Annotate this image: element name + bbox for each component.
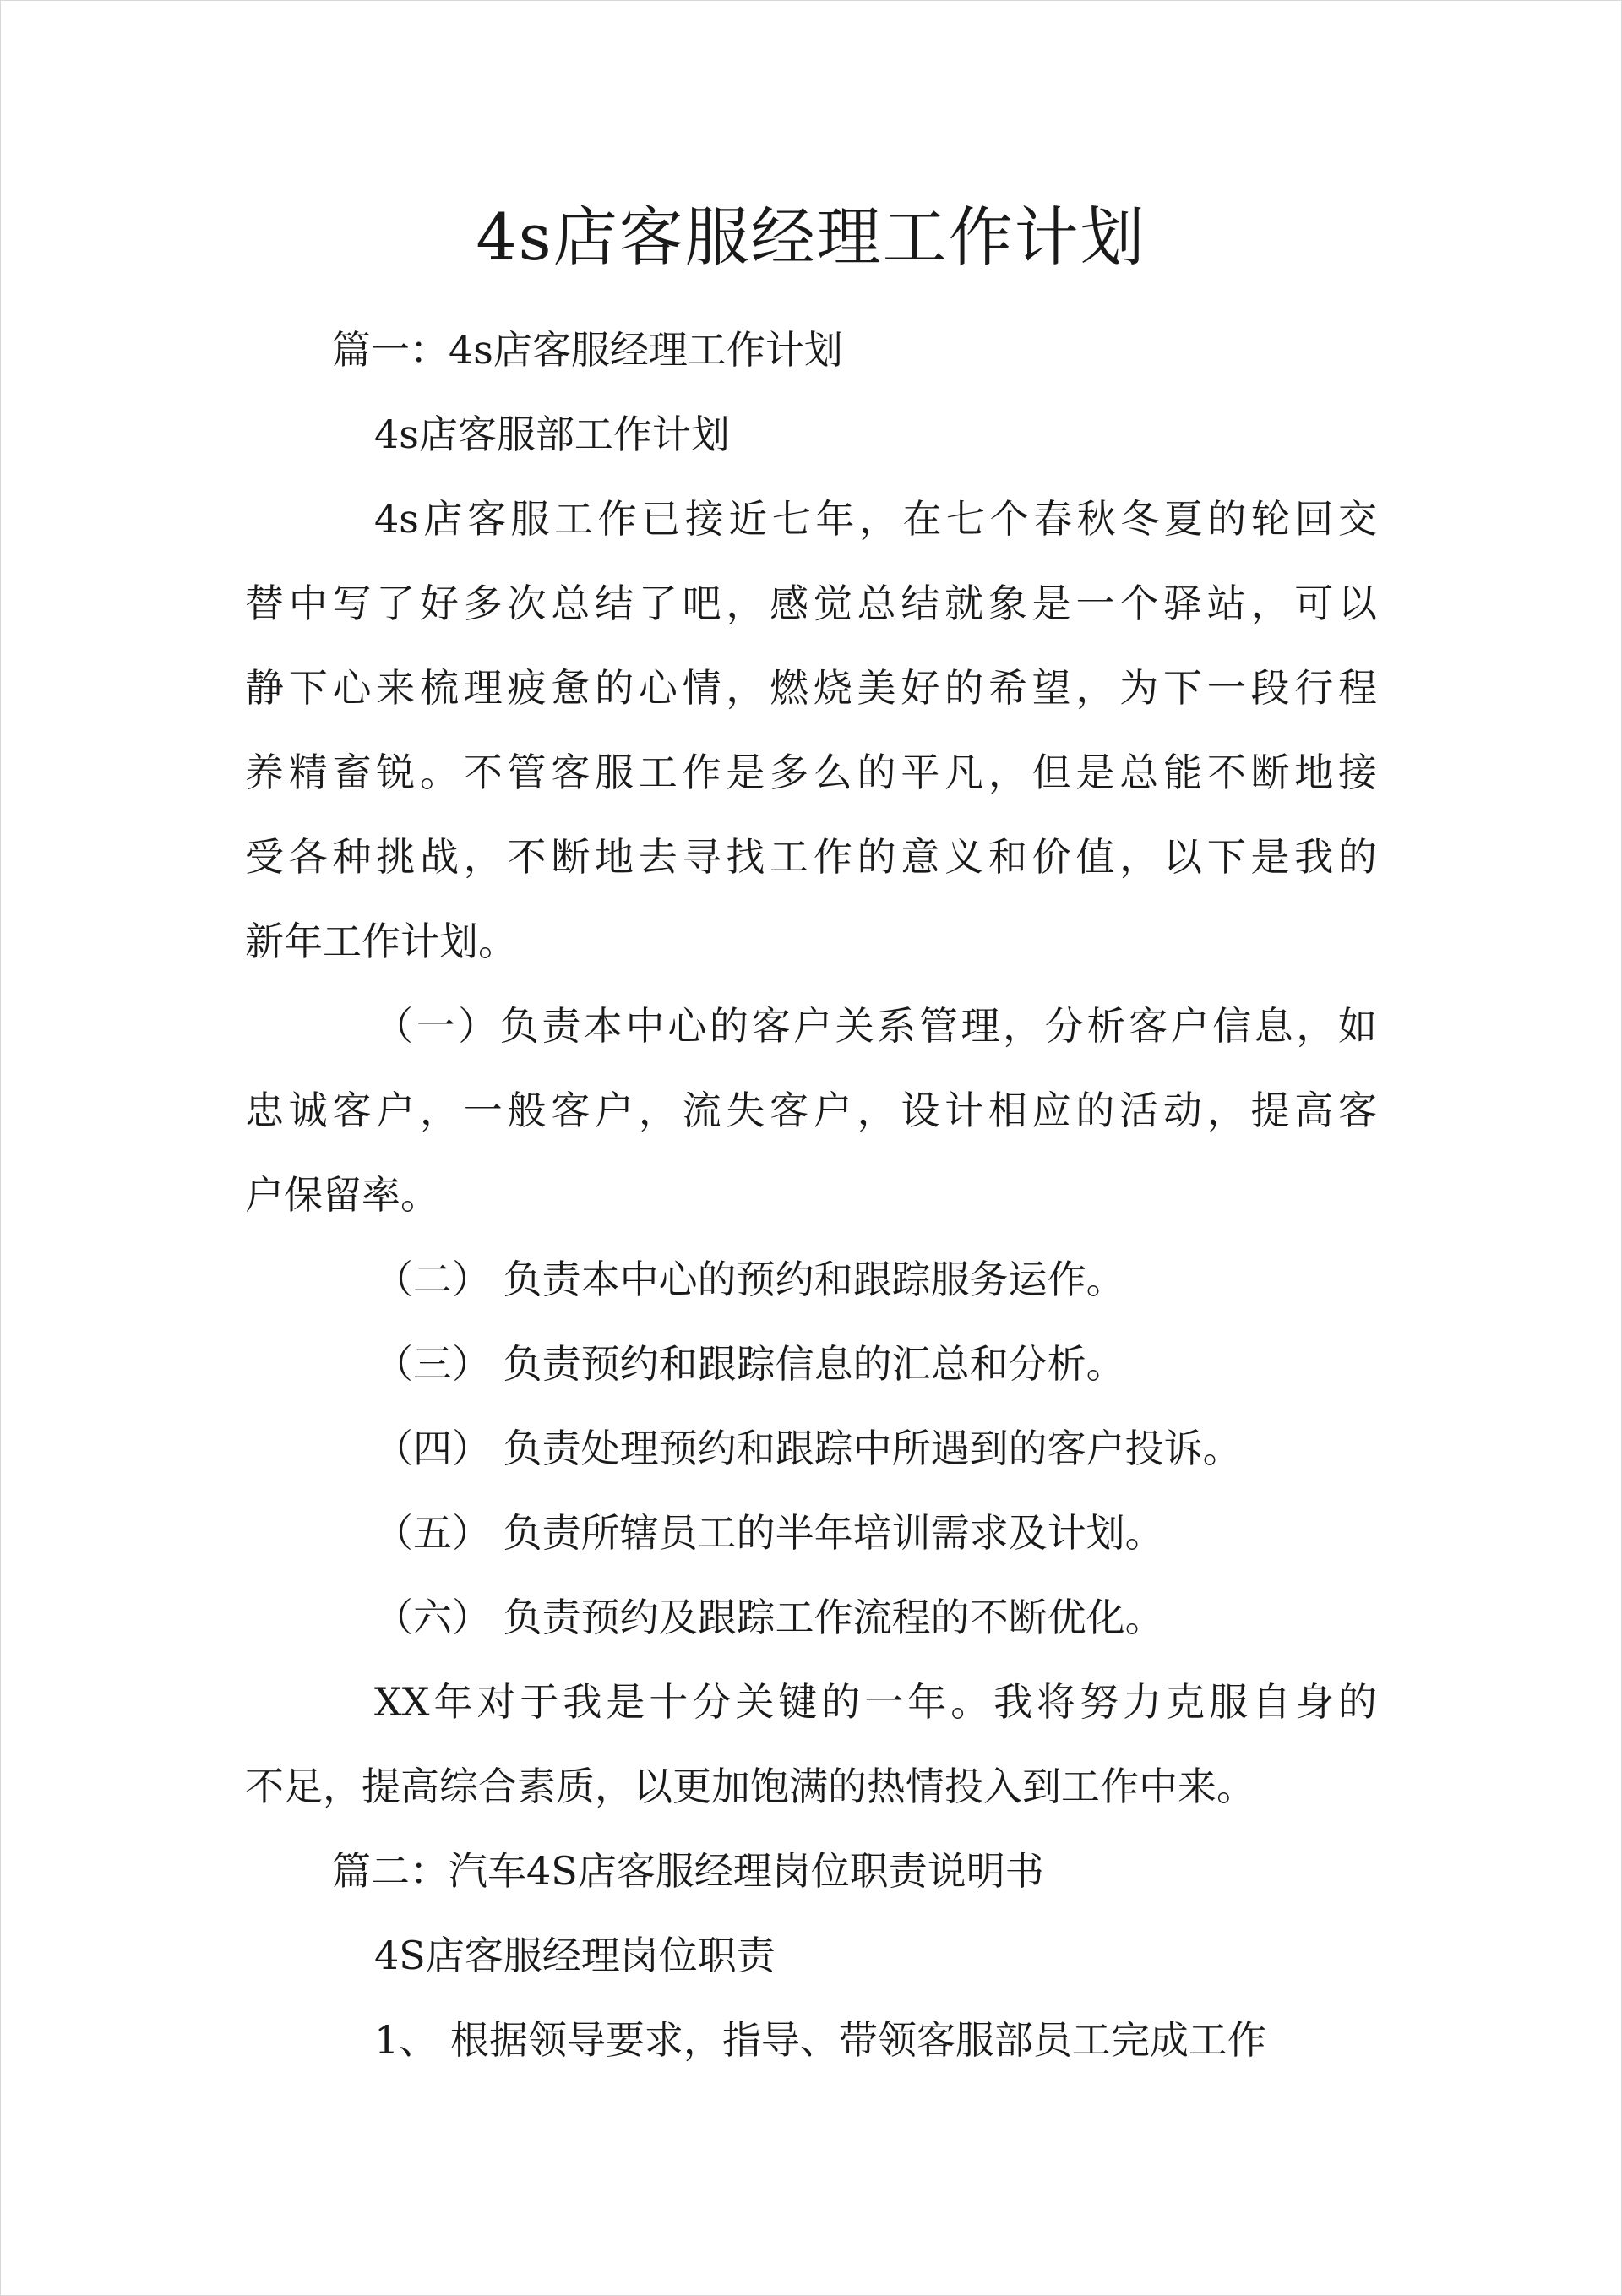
item1-line: （一）负责本中心的客户关系管理，分析客户信息，如 — [374, 1003, 1377, 1049]
section2-subheading: 4S店客服经理岗位职责 — [374, 1933, 776, 1978]
list-item: （六） 负责预约及跟踪工作流程的不断优化。 — [374, 1595, 1164, 1640]
closing-line: XX年对于我是十分关键的一年。我将努力克服自身的 — [374, 1679, 1377, 1725]
item1-line: 忠诚客户，一般客户，流失客户，设计相应的活动，提高客 — [245, 1088, 1377, 1133]
document-title: 4s店客服经理工作计划 — [476, 199, 1146, 275]
closing-line: 不足，提高综合素质，以更加饱满的热情投入到工作中来。 — [245, 1764, 1255, 1809]
list-item: （五） 负责所辖员工的半年培训需求及计划。 — [374, 1510, 1164, 1556]
item1-line: 户保留率。 — [245, 1172, 439, 1218]
intro-line: 静下心来梳理疲惫的心情，燃烧美好的希望，为下一段行程 — [245, 665, 1377, 711]
duty-item: 1、 根据领导要求，指导、带领客服部员工完成工作 — [374, 2017, 1266, 2063]
intro-line: 4s店客服工作已接近七年，在七个春秋冬夏的轮回交 — [374, 496, 1377, 542]
section1-heading: 篇一：4s店客服经理工作计划 — [332, 327, 843, 373]
intro-line: 新年工作计划。 — [245, 919, 517, 964]
intro-line: 受各种挑战，不断地去寻找工作的意义和价值，以下是我的 — [245, 834, 1377, 880]
list-item: （三） 负责预约和跟踪信息的汇总和分析。 — [374, 1341, 1125, 1387]
list-item: （二） 负责本中心的预约和跟踪服务运作。 — [374, 1257, 1125, 1302]
intro-line: 养精畜锐。不管客服工作是多么的平凡，但是总能不断地接 — [245, 750, 1377, 795]
list-item: （四） 负责处理预约和跟踪中所遇到的客户投诉。 — [374, 1426, 1242, 1471]
section1-subheading: 4s店客服部工作计划 — [374, 412, 730, 457]
section2-heading: 篇二：汽车4S店客服经理岗位职责说明书 — [332, 1848, 1044, 1894]
intro-line: 替中写了好多次总结了吧，感觉总结就象是一个驿站，可以 — [245, 581, 1377, 626]
